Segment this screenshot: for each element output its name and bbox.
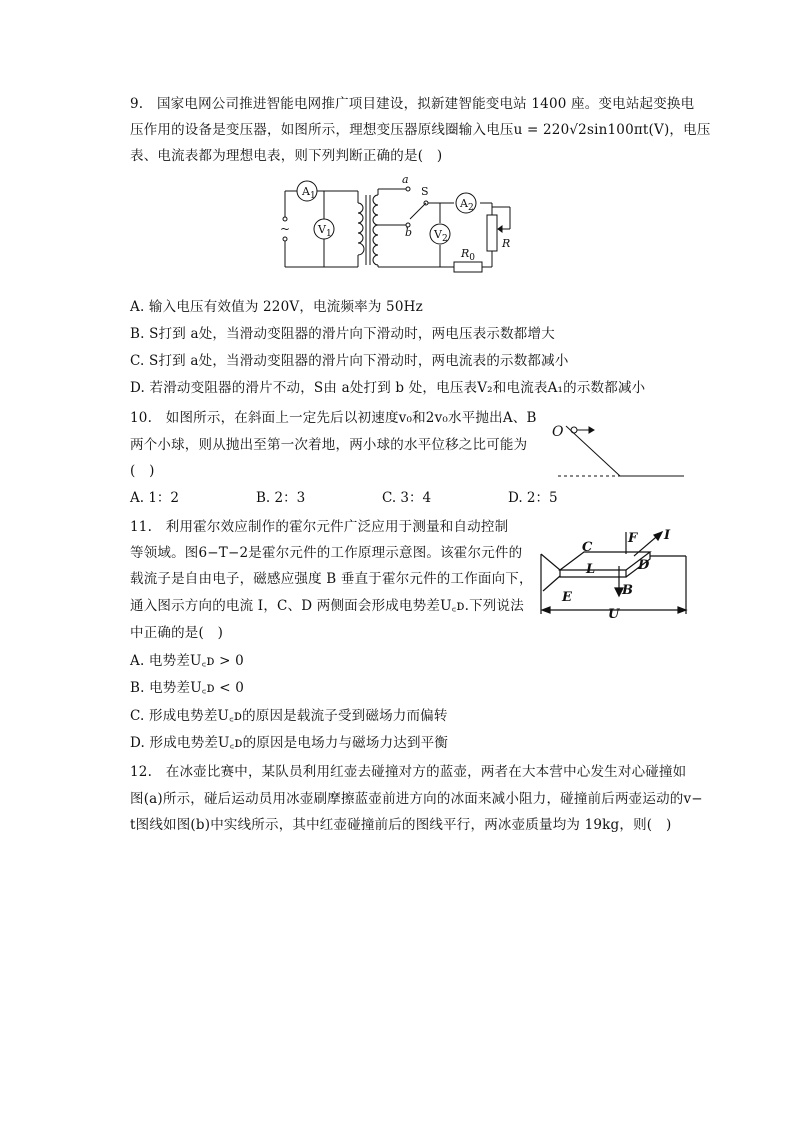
hall-element-figure — [538, 526, 690, 620]
q12-stem-line-1: 12. 在冰壶比赛中，某队员利用红壶去碰撞对方的蓝壶，两者在大本营中心发生对心碰撞如 — [130, 764, 687, 780]
force-f-label: F — [628, 531, 638, 546]
q9-option-a: A. 输入电压有效值为 220V，电流频率为 50Hz — [130, 299, 423, 315]
origin-o-label: O — [552, 424, 564, 440]
q11-stem-line-5: 中正确的是( ) — [130, 625, 224, 641]
switch-contact-a-label: a — [402, 173, 409, 186]
q11-stem-line-2: 等领域。图6−T−2是霍尔元件的工作原理示意图。该霍尔元件的 — [130, 545, 523, 561]
rheostat-r-label: R — [502, 237, 511, 250]
q11-option-b: B. 电势差U꜀ᴅ < 0 — [130, 680, 245, 696]
field-b-label: B — [622, 583, 633, 598]
incline-figure — [548, 418, 688, 482]
q11-option-c: C. 形成电势差U꜀ᴅ的原因是载流子受到磁场力而偏转 — [130, 708, 448, 724]
a1-label: $A_1$ — [302, 185, 316, 201]
q10-stem-line-2: 两个小球，则从抛出至第一次着地，两小球的水平位移之比可能为 — [130, 437, 528, 453]
q10-option-c: C. 3：4 — [382, 490, 432, 506]
switch-s-label: S — [421, 185, 429, 198]
q11-stem-line-1: 11. 利用霍尔效应制作的霍尔元件广泛应用于测量和自动控制 — [130, 519, 509, 535]
q12-stem-line-2: 图(a)所示，碰后运动员用冰壶刷摩擦蓝壶前进方向的冰面来减小阻力，碰撞前后两壶运动的v− — [130, 791, 703, 807]
voltage-u-label: U — [608, 607, 620, 620]
q10-option-a: A. 1：2 — [130, 490, 180, 506]
q11-option-a: A. 电势差U꜀ᴅ > 0 — [130, 653, 244, 669]
v1-label: $V_1$ — [318, 223, 332, 239]
ac-source-symbol: ~ — [280, 222, 291, 236]
q9-stem-line-3: 表、电流表都为理想电表，则下列判断正确的是( ) — [130, 148, 443, 164]
side-c-label: C — [582, 540, 593, 555]
q12-stem-line-3: t图线如图(b)中实线所示，其中红壶碰撞前后的图线平行，两冰壶质量均为 19kg，则( ) — [130, 817, 672, 833]
current-i-label: I — [664, 528, 671, 543]
a2-label: $A_2$ — [460, 197, 474, 213]
switch-contact-b-label: b — [405, 226, 413, 239]
q9-stem-line-2: 压作用的设备是变压器，如图所示，理想变压器原线圈输入电压u = 220√2sin100πt(V)，电压 — [130, 122, 711, 138]
side-d-label: D — [638, 558, 650, 573]
q9-option-b: B. S打到 a处，当滑动变阻器的滑片向下滑动时，两电压表示数都增大 — [130, 326, 555, 342]
e-label: E — [562, 590, 572, 605]
q9-option-c: C. S打到 a处，当滑动变阻器的滑片向下滑动时，两电流表的示数都减小 — [130, 353, 569, 369]
q9-option-d: D. 若滑动变阻器的滑片不动，S由 a处打到 b 处，电压表V₂和电流表A₁的示数都减小 — [130, 380, 646, 396]
q10-option-b: B. 2：3 — [256, 490, 306, 506]
v2-label: $V_2$ — [434, 228, 448, 244]
q10-stem-line-1: 10. 如图所示，在斜面上一定先后以初速度v₀和2v₀水平抛出A、B — [130, 410, 537, 426]
q10-stem-line-3: ( ) — [130, 463, 155, 479]
q9-stem-line-1: 9. 国家电网公司推进智能电网推广项目建设，拟新建智能变电站 1400 座。变电站起变换电 — [130, 96, 695, 112]
q11-option-d: D. 形成电势差U꜀ᴅ的原因是电场力与磁场力达到平衡 — [130, 735, 449, 751]
resistor-r0-label: $R_0$ — [461, 247, 476, 263]
l-label: L — [586, 562, 596, 577]
transformer-circuit-figure — [280, 173, 520, 275]
q10-option-d: D. 2：5 — [508, 490, 558, 506]
q11-stem-line-4: 通入图示方向的电流 I，C、D 两侧面会形成电势差U꜀ᴅ.下列说法 — [130, 598, 524, 614]
q11-stem-line-3: 载流子是自由电子，磁感应强度 B 垂直于霍尔元件的工作面向下， — [130, 571, 533, 587]
